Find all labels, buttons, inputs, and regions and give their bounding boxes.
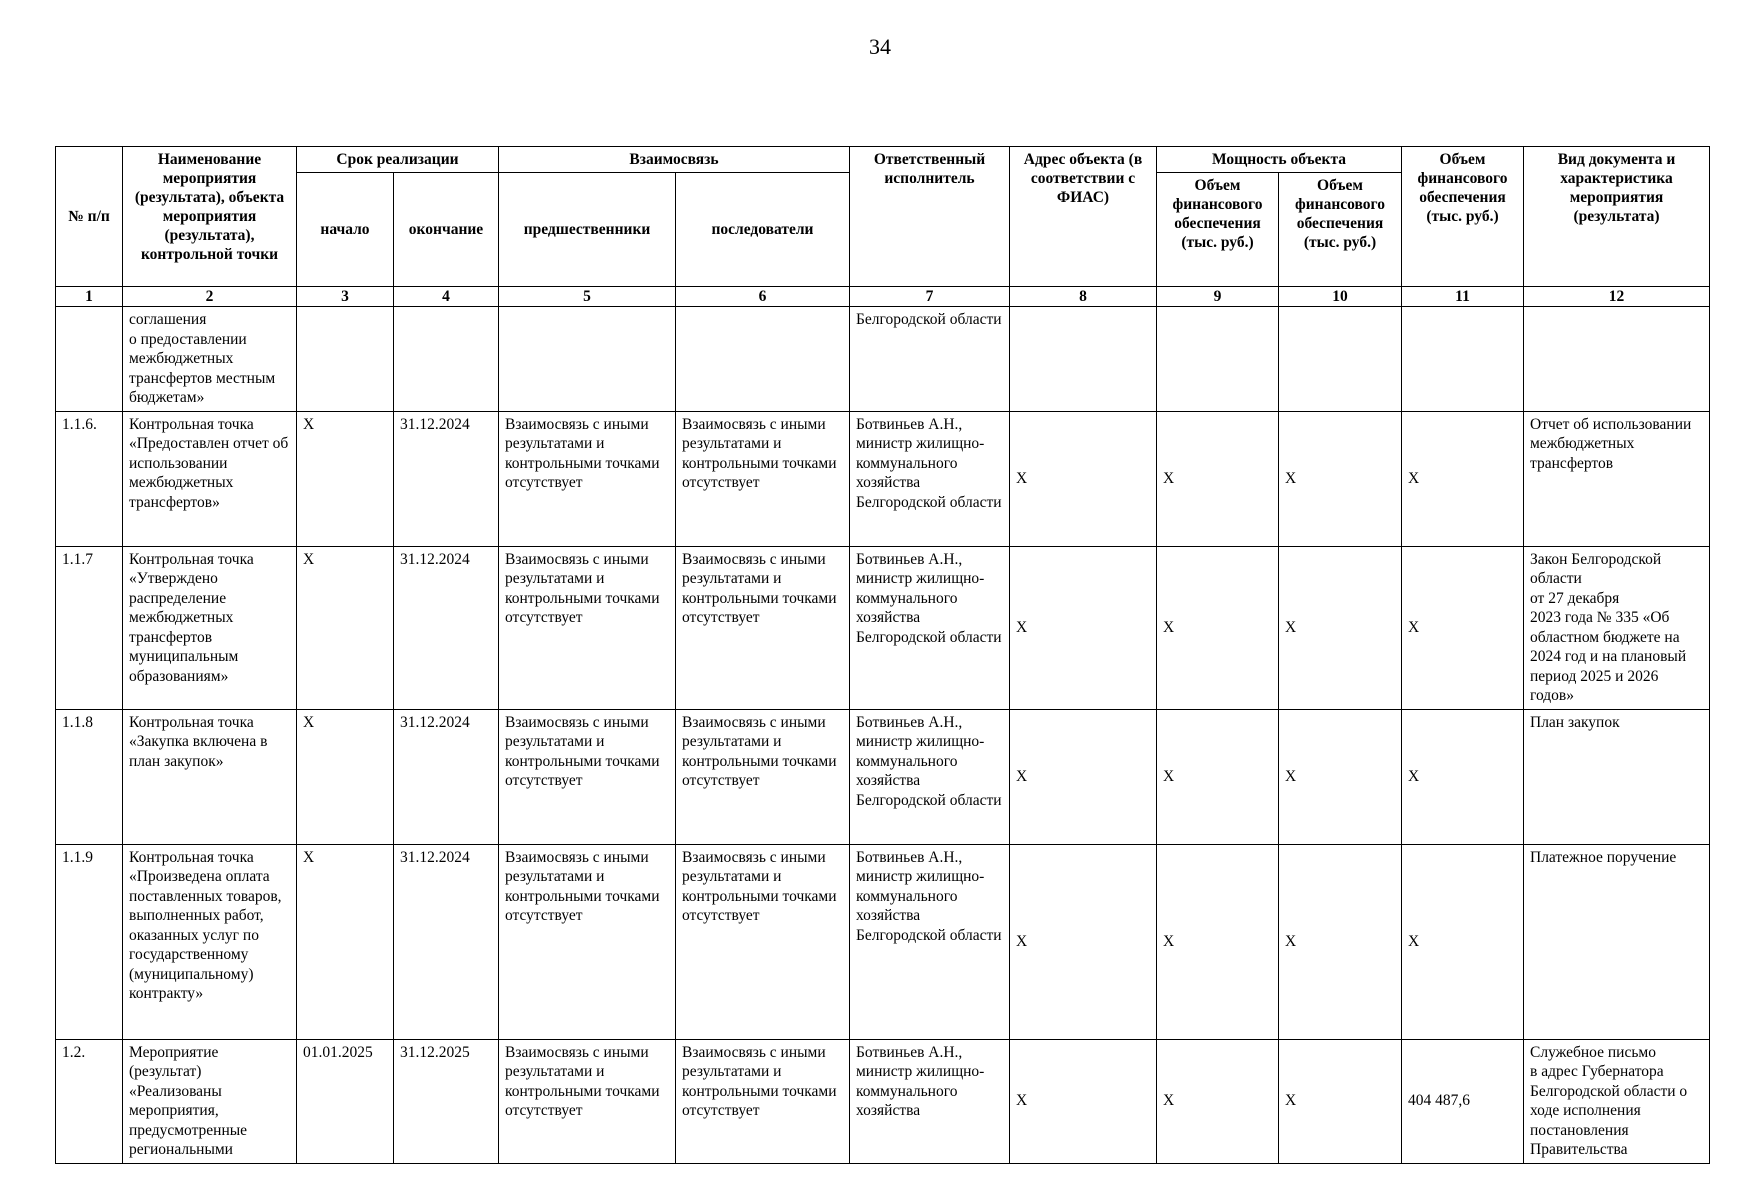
row-address: X [1010,411,1157,546]
row-cap1: X [1157,709,1279,844]
row-end: 31.12.2024 [394,844,499,1039]
header-finance: Объем финансового обеспечения (тыс. руб.) [1402,147,1524,287]
row-address: X [1010,1039,1157,1163]
column-number: 4 [394,287,499,307]
row-finance [1402,307,1524,412]
row-end [394,307,499,412]
row-prev [499,307,676,412]
row-finance: X [1402,546,1524,709]
row-start: X [297,844,394,1039]
row-finance: 404 487,6 [1402,1039,1524,1163]
header-cap2: Объем финансового обеспечения (тыс. руб.) [1279,173,1402,287]
row-cap2: X [1279,844,1402,1039]
row-next: Взаимосвязь с иными результатами и контрольными точками отсутствует [676,411,850,546]
table-row [56,844,1710,1039]
header-link-next: последователи [676,173,850,287]
row-start [297,307,394,412]
row-prev: Взаимосвязь с иными результатами и контрольными точками отсутствует [499,844,676,1039]
row-next: Взаимосвязь с иными результатами и контрольными точками отсутствует [676,844,850,1039]
column-number: 7 [850,287,1010,307]
row-finance: X [1402,844,1524,1039]
page-number: 34 [869,34,891,59]
column-number: 1 [56,287,123,307]
column-number: 6 [676,287,850,307]
row-doc: Служебное письмо в адрес Губернатора Белгородской области о ходе исполнения постановления Правительства [1524,1039,1710,1163]
row-num: 1.1.9 [56,844,123,1039]
row-next: Взаимосвязь с иными результатами и контрольными точками отсутствует [676,1039,850,1163]
header-name: Наименование мероприятия (результата), объекта мероприятия (результата), контрольной точки [123,147,297,287]
column-number: 2 [123,287,297,307]
row-cap1: X [1157,844,1279,1039]
row-responsible: Ботвиньев А.Н., министр жилищно-коммунального хозяйства Белгородской области [850,709,1010,844]
row-cap1: X [1157,411,1279,546]
row-doc: Отчет об использовании межбюджетных трансфертов [1524,411,1710,546]
header-term-end: окончание [394,173,499,287]
plan-table [55,146,1710,1164]
table-row [56,546,1710,709]
row-responsible: Ботвиньев А.Н., министр жилищно-коммунального хозяйства Белгородской области [850,844,1010,1039]
column-number: 11 [1402,287,1524,307]
row-cap1 [1157,307,1279,412]
row-next: Взаимосвязь с иными результатами и контрольными точками отсутствует [676,546,850,709]
row-address [1010,307,1157,412]
row-cap2: X [1279,546,1402,709]
row-end: 31.12.2024 [394,709,499,844]
row-cap2: X [1279,1039,1402,1163]
column-number: 12 [1524,287,1710,307]
header-doc: Вид документа и характеристика мероприятия (результата) [1524,147,1710,287]
column-number: 8 [1010,287,1157,307]
row-num: 1.1.6. [56,411,123,546]
row-start: 01.01.2025 [297,1039,394,1163]
row-finance: X [1402,411,1524,546]
row-name: Мероприятие (результат) «Реализованы мероприятия, предусмотренные региональными [123,1039,297,1163]
row-name: соглашения о предоставлении межбюджетных трансфертов местным бюджетам» [123,307,297,412]
column-number: 3 [297,287,394,307]
row-cap1: X [1157,546,1279,709]
table-row [56,411,1710,546]
row-num: 1.1.8 [56,709,123,844]
row-start: X [297,709,394,844]
row-prev: Взаимосвязь с иными результатами и контрольными точками отсутствует [499,1039,676,1163]
row-address: X [1010,546,1157,709]
header-address: Адрес объекта (в соответствии с ФИАС) [1010,147,1157,287]
row-doc: Платежное поручение [1524,844,1710,1039]
row-doc: План закупок [1524,709,1710,844]
row-next [676,307,850,412]
row-end: 31.12.2024 [394,546,499,709]
row-responsible: Ботвиньев А.Н., министр жилищно-коммунального хозяйства Белгородской области [850,546,1010,709]
column-number: 10 [1279,287,1402,307]
row-cap2: X [1279,411,1402,546]
row-address: X [1010,709,1157,844]
header-num: № п/п [56,147,123,287]
table-row [56,1039,1710,1163]
row-next: Взаимосвязь с иными результатами и контрольными точками отсутствует [676,709,850,844]
row-name: Контрольная точка «Произведена оплата поставленных товаров, выполненных работ, оказанных услуг по государственному (муниципальному) контракту» [123,844,297,1039]
row-doc: Закон Белгородской области от 27 декабря 2023 года № 335 «Об областном бюджете на 2024 год и на плановый период 2025 и 2026 годов» [1524,546,1710,709]
row-address: X [1010,844,1157,1039]
row-cap2: X [1279,709,1402,844]
header-capacity: Мощность объекта [1157,147,1402,173]
row-start: X [297,411,394,546]
header-term: Срок реализации [297,147,499,173]
row-num: 1.1.7 [56,546,123,709]
row-responsible: Ботвиньев А.Н., министр жилищно-коммунального хозяйства Белгородской области [850,411,1010,546]
row-start: X [297,546,394,709]
row-end: 31.12.2024 [394,411,499,546]
header-term-start: начало [297,173,394,287]
row-name: Контрольная точка «Утверждено распределение межбюджетных трансфертов муниципальным образованиям» [123,546,297,709]
row-end: 31.12.2025 [394,1039,499,1163]
row-num [56,307,123,412]
row-prev: Взаимосвязь с иными результатами и контрольными точками отсутствует [499,546,676,709]
header-link: Взаимосвязь [499,147,850,173]
row-prev: Взаимосвязь с иными результатами и контрольными точками отсутствует [499,411,676,546]
row-finance: X [1402,709,1524,844]
row-num: 1.2. [56,1039,123,1163]
row-prev: Взаимосвязь с иными результатами и контрольными точками отсутствует [499,709,676,844]
header-responsible: Ответственный исполнитель [850,147,1010,287]
column-number: 9 [1157,287,1279,307]
row-name: Контрольная точка «Закупка включена в план закупок» [123,709,297,844]
row-cap1: X [1157,1039,1279,1163]
header-cap1: Объем финансового обеспечения (тыс. руб.) [1157,173,1279,287]
row-responsible: Белгородской области [850,307,1010,412]
row-cap2 [1279,307,1402,412]
header-link-prev: предшественники [499,173,676,287]
table-row [56,709,1710,844]
column-number: 5 [499,287,676,307]
row-responsible: Ботвиньев А.Н., министр жилищно-коммунального хозяйства [850,1039,1010,1163]
row-name: Контрольная точка «Предоставлен отчет об использовании межбюджетных трансфертов» [123,411,297,546]
row-doc [1524,307,1710,412]
column-number-row [56,287,1710,307]
table-row [56,307,1710,412]
